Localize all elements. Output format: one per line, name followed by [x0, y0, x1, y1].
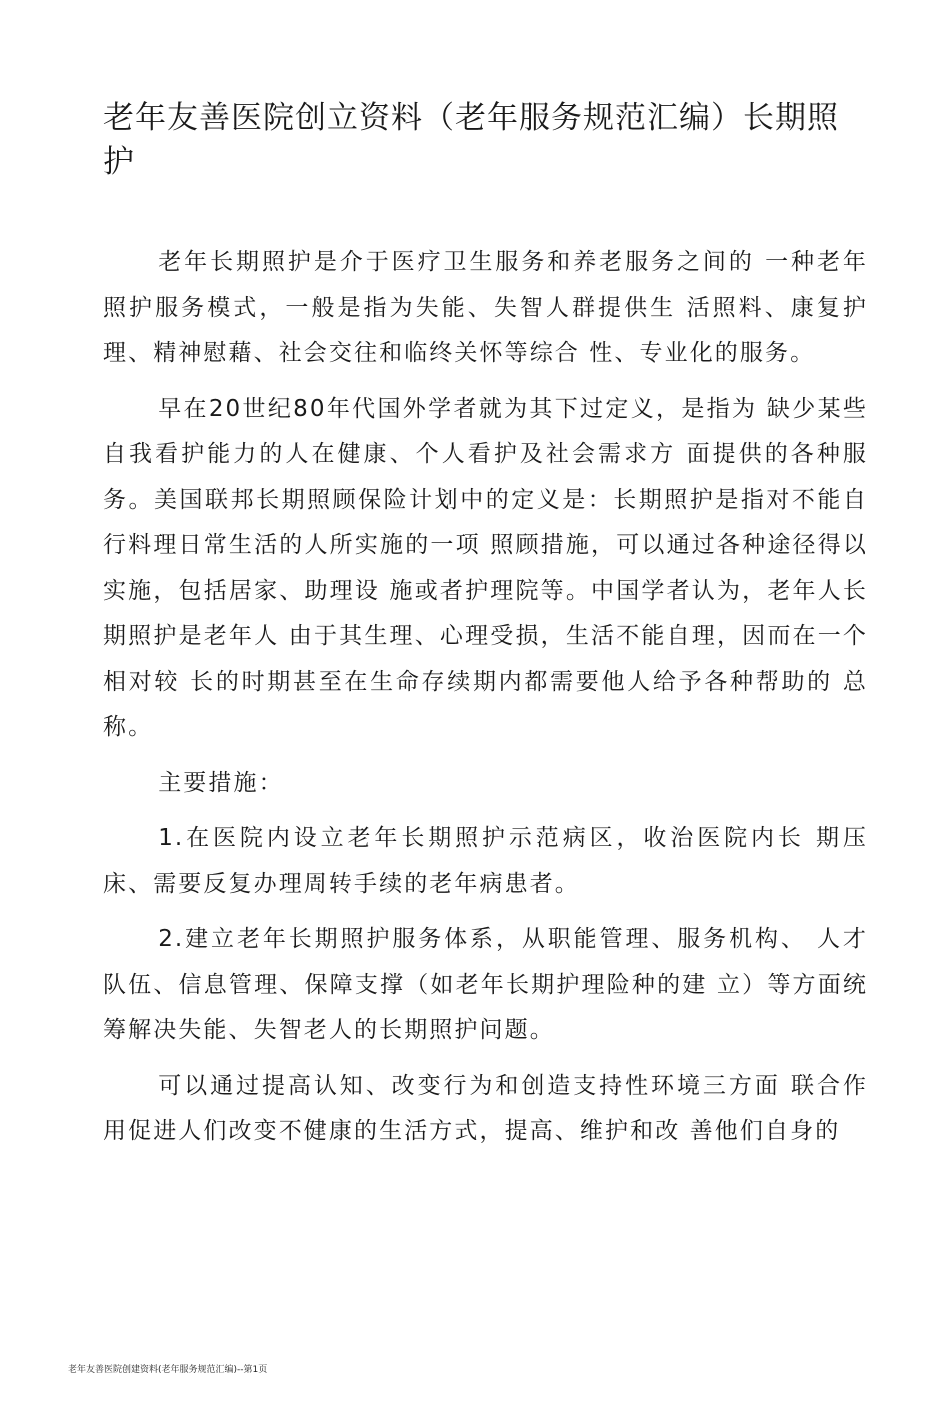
document-body: [103, 240, 868, 1155]
page-title: 老年友善医院创立资料（老年服务规范汇编）长期照护: [103, 100, 839, 180]
paragraph-measure-1: 1.在医院内设立老年长期照护示范病区，收治医院内长 期压床、需要反复办理周转手续的老年病患者。: [103, 825, 868, 897]
page-footer: 老年友善医院创建资料(老年服务规范汇编)--第1页: [68, 1365, 268, 1375]
paragraph-lifestyle: 可以通过提高认知、改变行为和创造支持性环境三方面 联合作用促进人们改变不健康的生活方式，提高、维护和改 善他们自身的: [103, 1072, 868, 1144]
paragraph-definition: 老年长期照护是介于医疗卫生服务和养老服务之间的 一种老年照护服务模式，一般是指为失能、失智人群提供生 活照料、康复护理、精神慰藉、社会交往和临终关怀等综合 性、专业化的服务。: [103, 249, 868, 366]
paragraph-measure-2: 2.建立老年长期照护服务体系，从职能管理、服务机构、 人才队伍、信息管理、保障支撑（如老年长期护理险种的建 立）等方面统筹解决失能、失智老人的长期照护问题。: [103, 926, 868, 1043]
paragraph-measures-heading: 主要措施：: [158, 769, 284, 796]
paragraph-history: 早在20世纪80年代国外学者就为其下过定义，是指为 缺少某些自我看护能力的人在健康、个人看护及社会需求方 面提供的各种服务。美国联邦长期照顾保险计划中的定义是：长期照护是指对不能自行料理日常生活的人所实施的一项 照顾措施，可以通过各种途径得以实施，包括居家、助理设 施或者护理院等。中国学者认为，老年人长期照护是老年人 由于其生理、心理受损，生活不能自理，因而在一个相对较 长的时期甚至在生命存续期内都需要他人给予各种帮助的 总称。: [103, 395, 868, 740]
